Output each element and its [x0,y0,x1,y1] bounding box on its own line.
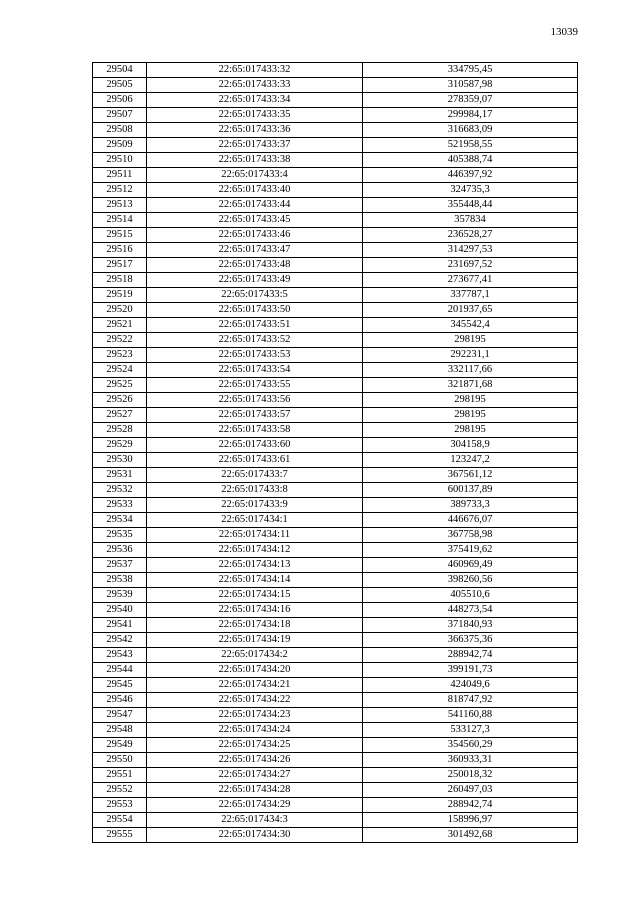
row-number-cell: 29537 [93,558,147,573]
row-number-cell: 29552 [93,783,147,798]
cadastral-number-cell: 22:65:017433:51 [147,318,363,333]
cadastral-number-cell: 22:65:017434:16 [147,603,363,618]
table-row [93,333,578,348]
value-cell: 231697,52 [363,258,578,273]
cadastral-number-cell: 22:65:017433:33 [147,78,363,93]
table-row [93,168,578,183]
row-number-cell: 29540 [93,603,147,618]
row-number-cell: 29510 [93,153,147,168]
row-number-cell: 29551 [93,768,147,783]
row-number-cell: 29511 [93,168,147,183]
cadastral-number-cell: 22:65:017433:9 [147,498,363,513]
table-row [93,438,578,453]
cadastral-number-cell: 22:65:017433:57 [147,408,363,423]
table-row [93,408,578,423]
cadastral-number-cell: 22:65:017433:37 [147,138,363,153]
cadastral-number-cell: 22:65:017433:49 [147,273,363,288]
row-number-cell: 29521 [93,318,147,333]
cadastral-number-cell: 22:65:017434:18 [147,618,363,633]
value-cell: 299984,17 [363,108,578,123]
row-number-cell: 29512 [93,183,147,198]
table-row [93,63,578,78]
cadastral-number-cell: 22:65:017433:55 [147,378,363,393]
row-number-cell: 29505 [93,78,147,93]
cadastral-number-cell: 22:65:017434:11 [147,528,363,543]
row-number-cell: 29547 [93,708,147,723]
value-cell: 367758,98 [363,528,578,543]
row-number-cell: 29545 [93,678,147,693]
row-number-cell: 29516 [93,243,147,258]
table-row [93,243,578,258]
value-cell: 405510,6 [363,588,578,603]
table-row [93,153,578,168]
value-cell: 360933,31 [363,753,578,768]
table-row [93,783,578,798]
value-cell: 236528,27 [363,228,578,243]
value-cell: 201937,65 [363,303,578,318]
table-row [93,708,578,723]
table-row [93,213,578,228]
table-row [93,228,578,243]
row-number-cell: 29509 [93,138,147,153]
table-row [93,363,578,378]
cadastral-number-cell: 22:65:017433:32 [147,63,363,78]
cadastral-number-cell: 22:65:017434:30 [147,828,363,843]
value-cell: 321871,68 [363,378,578,393]
value-cell: 398260,56 [363,573,578,588]
value-cell: 446676,07 [363,513,578,528]
row-number-cell: 29504 [93,63,147,78]
row-number-cell: 29507 [93,108,147,123]
table-row [93,273,578,288]
table-row [93,558,578,573]
cadastral-number-cell: 22:65:017434:27 [147,768,363,783]
value-cell: 310587,98 [363,78,578,93]
cadastral-number-cell: 22:65:017434:15 [147,588,363,603]
cadastral-number-cell: 22:65:017433:45 [147,213,363,228]
value-cell: 304158,9 [363,438,578,453]
value-cell: 324735,3 [363,183,578,198]
cadastral-number-cell: 22:65:017433:4 [147,168,363,183]
value-cell: 332117,66 [363,363,578,378]
cadastral-number-cell: 22:65:017433:46 [147,228,363,243]
cadastral-number-cell: 22:65:017433:61 [147,453,363,468]
value-cell: 334795,45 [363,63,578,78]
cadastral-number-cell: 22:65:017434:19 [147,633,363,648]
value-cell: 298195 [363,408,578,423]
value-cell: 355448,44 [363,198,578,213]
cadastral-number-cell: 22:65:017433:8 [147,483,363,498]
cadastral-number-cell: 22:65:017433:34 [147,93,363,108]
row-number-cell: 29548 [93,723,147,738]
table-row [93,588,578,603]
page-number: 13039 [550,26,578,38]
value-cell: 818747,92 [363,693,578,708]
table-row [93,93,578,108]
table-row [93,393,578,408]
row-number-cell: 29549 [93,738,147,753]
table-row [93,303,578,318]
cadastral-number-cell: 22:65:017434:14 [147,573,363,588]
value-cell: 292231,1 [363,348,578,363]
value-cell: 288942,74 [363,798,578,813]
cadastral-number-cell: 22:65:017433:56 [147,393,363,408]
row-number-cell: 29554 [93,813,147,828]
row-number-cell: 29518 [93,273,147,288]
table-row [93,453,578,468]
value-cell: 158996,97 [363,813,578,828]
row-number-cell: 29514 [93,213,147,228]
table-row [93,513,578,528]
table-row [93,483,578,498]
cadastral-number-cell: 22:65:017434:29 [147,798,363,813]
cadastral-number-cell: 22:65:017433:35 [147,108,363,123]
table-row [93,378,578,393]
cadastral-number-cell: 22:65:017433:53 [147,348,363,363]
row-number-cell: 29524 [93,363,147,378]
value-cell: 298195 [363,393,578,408]
value-cell: 260497,03 [363,783,578,798]
cadastral-number-cell: 22:65:017434:2 [147,648,363,663]
value-cell: 521958,55 [363,138,578,153]
cadastral-number-cell: 22:65:017434:12 [147,543,363,558]
value-cell: 123247,2 [363,453,578,468]
row-number-cell: 29526 [93,393,147,408]
value-cell: 460969,49 [363,558,578,573]
table-row [93,648,578,663]
value-cell: 314297,53 [363,243,578,258]
row-number-cell: 29544 [93,663,147,678]
row-number-cell: 29539 [93,588,147,603]
table-row [93,108,578,123]
cadastral-number-cell: 22:65:017434:22 [147,693,363,708]
cadastral-number-cell: 22:65:017433:54 [147,363,363,378]
table-row [93,573,578,588]
value-cell: 405388,74 [363,153,578,168]
cadastral-number-cell: 22:65:017434:25 [147,738,363,753]
row-number-cell: 29535 [93,528,147,543]
cadastral-number-cell: 22:65:017434:1 [147,513,363,528]
row-number-cell: 29519 [93,288,147,303]
table-row [93,288,578,303]
value-cell: 375419,62 [363,543,578,558]
table-row [93,633,578,648]
table-row [93,498,578,513]
table-row [93,123,578,138]
table-row [93,348,578,363]
cadastral-number-cell: 22:65:017434:26 [147,753,363,768]
row-number-cell: 29520 [93,303,147,318]
row-number-cell: 29555 [93,828,147,843]
table-row [93,258,578,273]
row-number-cell: 29515 [93,228,147,243]
value-cell: 337787,1 [363,288,578,303]
value-cell: 357834 [363,213,578,228]
table-body [93,63,578,843]
cadastral-number-cell: 22:65:017433:7 [147,468,363,483]
row-number-cell: 29506 [93,93,147,108]
value-cell: 316683,09 [363,123,578,138]
cadastral-number-cell: 22:65:017434:23 [147,708,363,723]
table-row [93,468,578,483]
value-cell: 424049,6 [363,678,578,693]
cadastral-number-cell: 22:65:017434:13 [147,558,363,573]
row-number-cell: 29525 [93,378,147,393]
table-row [93,543,578,558]
row-number-cell: 29536 [93,543,147,558]
table-row [93,198,578,213]
table-row [93,798,578,813]
row-number-cell: 29534 [93,513,147,528]
table-row [93,528,578,543]
value-cell: 278359,07 [363,93,578,108]
table-row [93,828,578,843]
data-table [92,62,578,843]
table-row [93,738,578,753]
value-cell: 371840,93 [363,618,578,633]
row-number-cell: 29508 [93,123,147,138]
table-row [93,768,578,783]
row-number-cell: 29528 [93,423,147,438]
row-number-cell: 29538 [93,573,147,588]
table-row [93,723,578,738]
table-row [93,663,578,678]
row-number-cell: 29530 [93,453,147,468]
row-number-cell: 29533 [93,498,147,513]
table-row [93,753,578,768]
value-cell: 389733,3 [363,498,578,513]
value-cell: 541160,88 [363,708,578,723]
row-number-cell: 29527 [93,408,147,423]
table-row [93,318,578,333]
value-cell: 288942,74 [363,648,578,663]
row-number-cell: 29532 [93,483,147,498]
row-number-cell: 29543 [93,648,147,663]
cadastral-number-cell: 22:65:017433:40 [147,183,363,198]
row-number-cell: 29541 [93,618,147,633]
value-cell: 298195 [363,423,578,438]
row-number-cell: 29553 [93,798,147,813]
cadastral-number-cell: 22:65:017434:20 [147,663,363,678]
value-cell: 399191,73 [363,663,578,678]
value-cell: 448273,54 [363,603,578,618]
row-number-cell: 29523 [93,348,147,363]
cadastral-number-cell: 22:65:017434:28 [147,783,363,798]
value-cell: 354560,29 [363,738,578,753]
table-row [93,693,578,708]
cadastral-number-cell: 22:65:017433:48 [147,258,363,273]
cadastral-number-cell: 22:65:017434:3 [147,813,363,828]
row-number-cell: 29550 [93,753,147,768]
cadastral-number-cell: 22:65:017434:21 [147,678,363,693]
row-number-cell: 29522 [93,333,147,348]
cadastral-number-cell: 22:65:017433:58 [147,423,363,438]
cadastral-number-cell: 22:65:017433:47 [147,243,363,258]
table-row [93,618,578,633]
row-number-cell: 29529 [93,438,147,453]
cadastral-number-cell: 22:65:017433:38 [147,153,363,168]
value-cell: 250018,32 [363,768,578,783]
cadastral-number-cell: 22:65:017433:52 [147,333,363,348]
table-row [93,423,578,438]
value-cell: 367561,12 [363,468,578,483]
table-row [93,78,578,93]
row-number-cell: 29531 [93,468,147,483]
row-number-cell: 29546 [93,693,147,708]
value-cell: 533127,3 [363,723,578,738]
table-row [93,813,578,828]
value-cell: 600137,89 [363,483,578,498]
table-row [93,138,578,153]
value-cell: 273677,41 [363,273,578,288]
cadastral-number-cell: 22:65:017434:24 [147,723,363,738]
value-cell: 301492,68 [363,828,578,843]
row-number-cell: 29542 [93,633,147,648]
value-cell: 298195 [363,333,578,348]
cadastral-number-cell: 22:65:017433:50 [147,303,363,318]
cadastral-number-cell: 22:65:017433:36 [147,123,363,138]
value-cell: 446397,92 [363,168,578,183]
value-cell: 366375,36 [363,633,578,648]
cadastral-number-cell: 22:65:017433:44 [147,198,363,213]
row-number-cell: 29517 [93,258,147,273]
cadastral-number-cell: 22:65:017433:5 [147,288,363,303]
table-row [93,678,578,693]
table-row [93,183,578,198]
row-number-cell: 29513 [93,198,147,213]
table-row [93,603,578,618]
value-cell: 345542,4 [363,318,578,333]
cadastral-number-cell: 22:65:017433:60 [147,438,363,453]
